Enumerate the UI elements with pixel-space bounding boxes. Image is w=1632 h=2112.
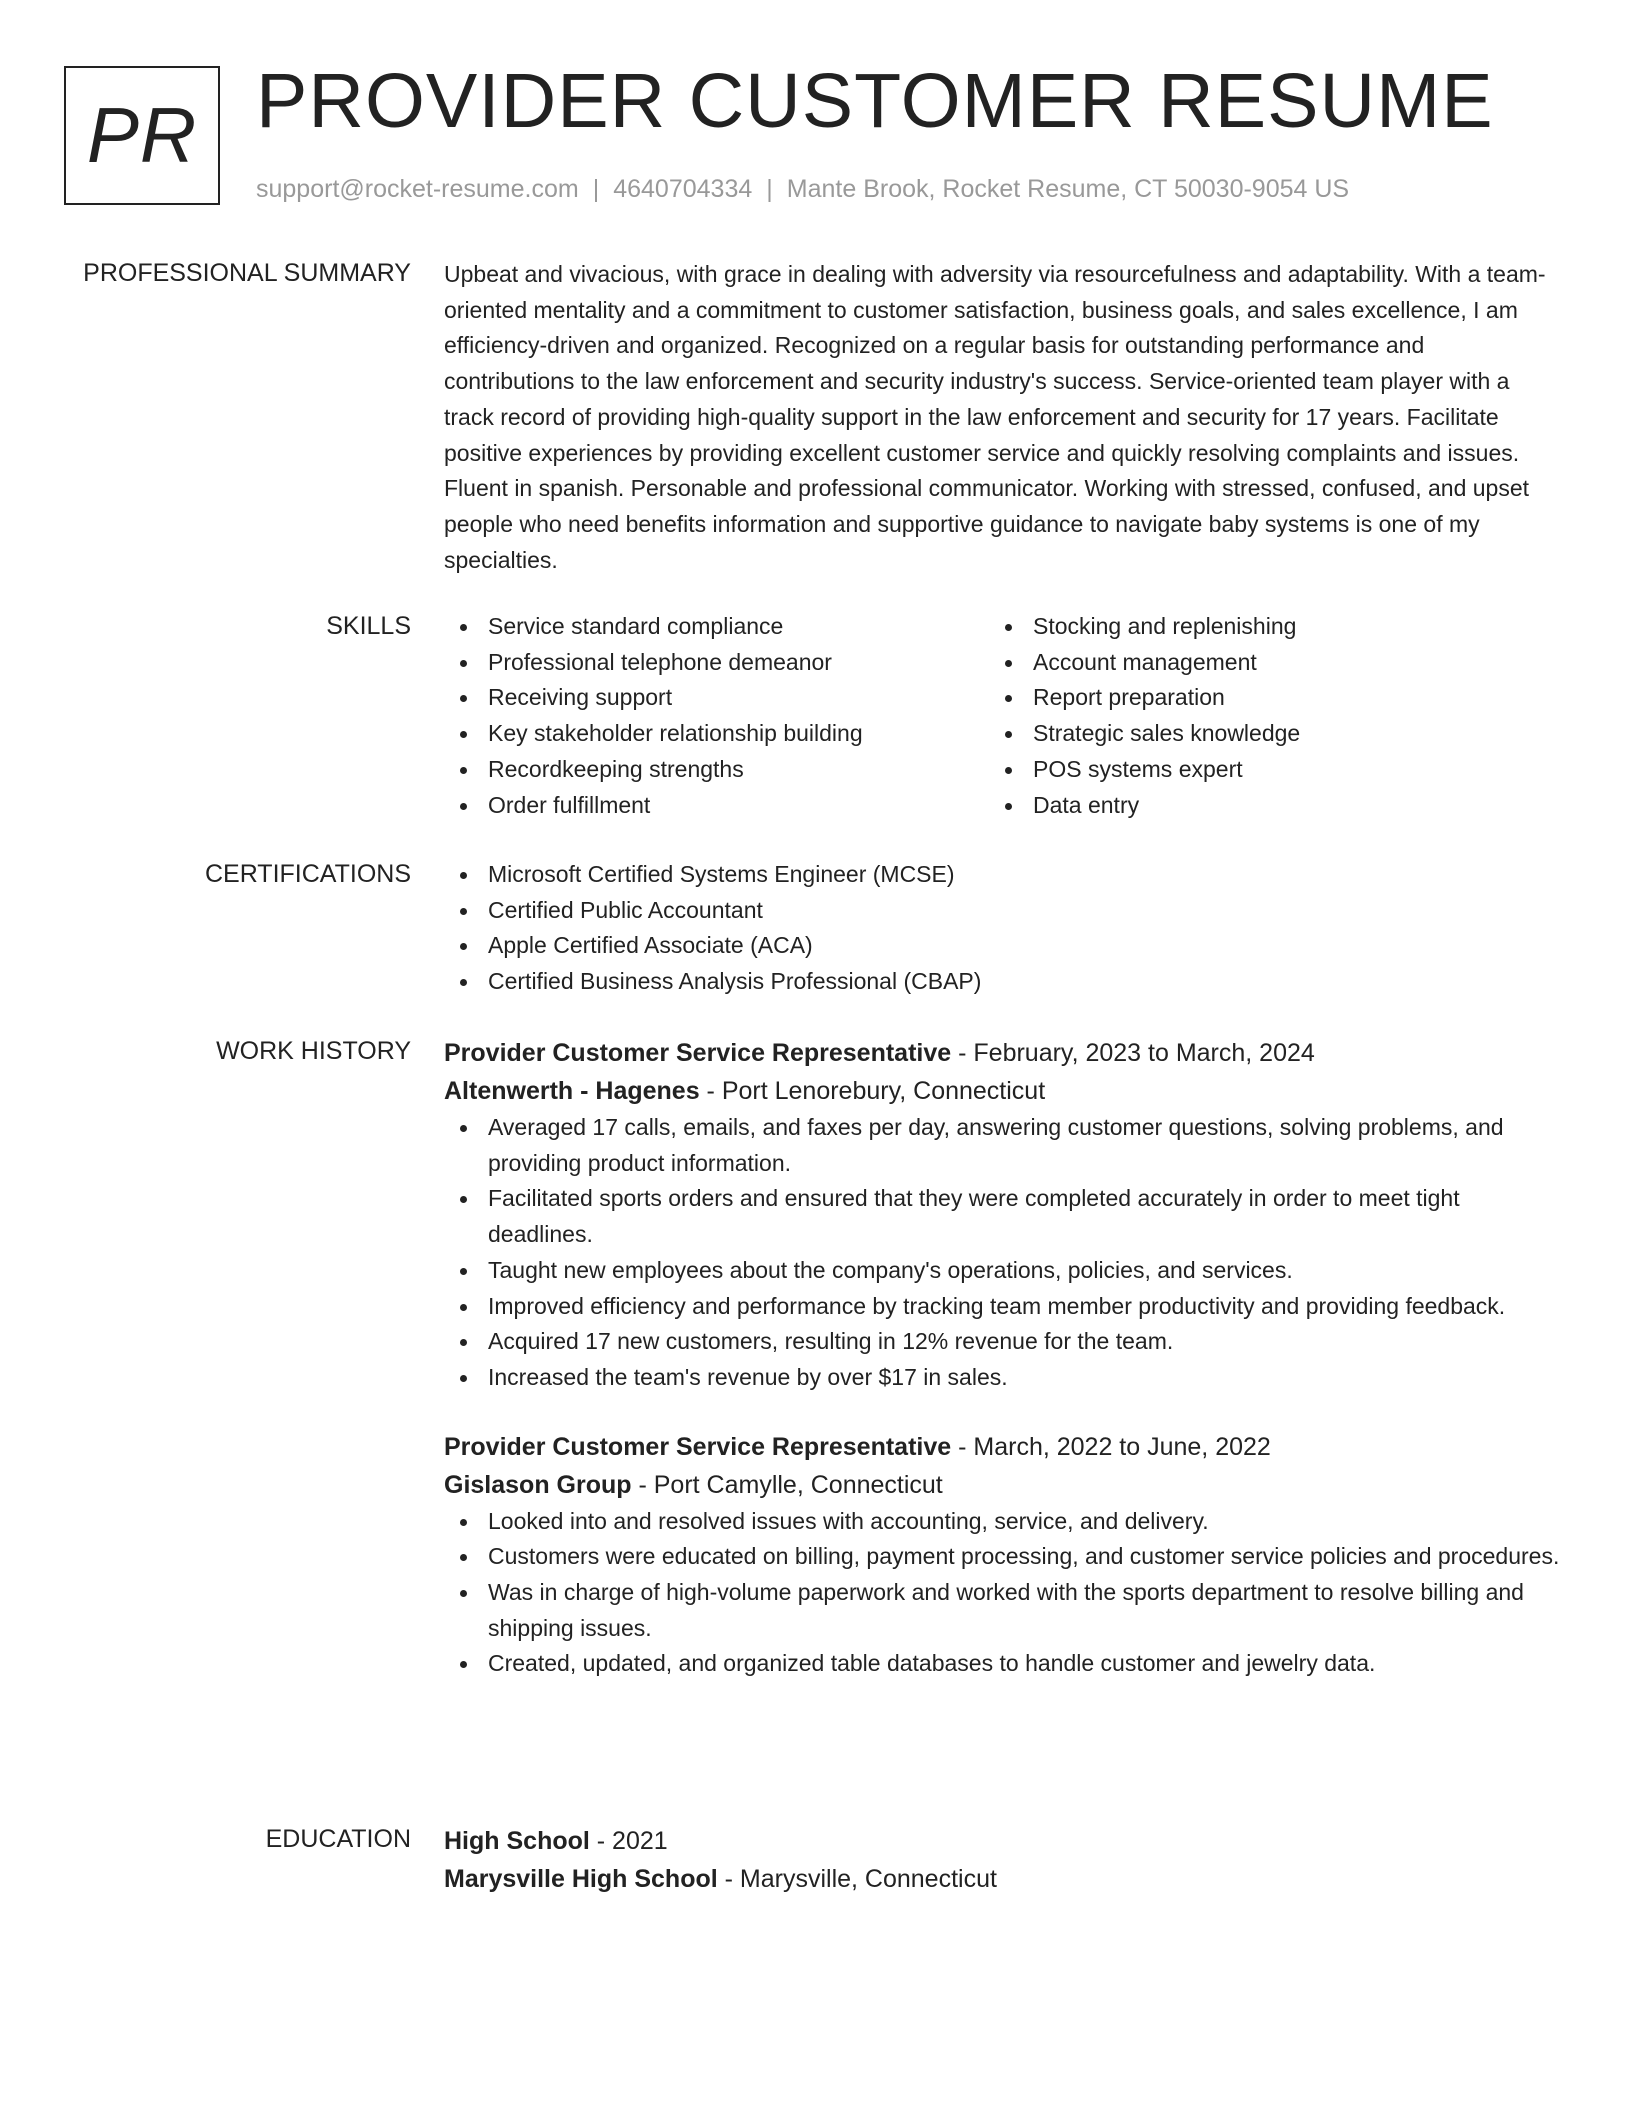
job-bullet: Created, updated, and organized table databases to handle customer and jewelry data. xyxy=(444,1646,1560,1682)
contact-address: Mante Brook, Rocket Resume, CT 50030-9054 US xyxy=(786,175,1350,203)
summary-heading: PROFESSIONAL SUMMARY xyxy=(83,259,411,287)
skill-item: Data entry xyxy=(989,788,1534,824)
job-bullets xyxy=(444,1110,1560,1396)
job-bullet: Increased the team's revenue by over $17 in sales. xyxy=(444,1360,1560,1396)
skill-item: Strategic sales knowledge xyxy=(989,716,1534,752)
skill-item: Recordkeeping strengths xyxy=(444,752,989,788)
monogram-initials: PR xyxy=(86,91,198,179)
contact-separator: | xyxy=(592,175,600,203)
summary-body xyxy=(444,256,1560,578)
job-bullet: Improved efficiency and performance by tracking team member productivity and providing feedback. xyxy=(444,1289,1560,1325)
skills-body xyxy=(444,609,1560,823)
job-location: - Port Lenorebury, Connecticut xyxy=(699,1077,1046,1105)
work-history-heading: WORK HISTORY xyxy=(216,1037,411,1065)
job-company-line xyxy=(444,1072,1560,1110)
job-bullet: Facilitated sports orders and ensured that they were completed accurately in order to meet tight deadlines. xyxy=(444,1181,1560,1252)
job-dates: - March, 2022 to June, 2022 xyxy=(951,1432,1271,1461)
skill-item: Receiving support xyxy=(444,680,989,716)
job-role: Provider Customer Service Representative xyxy=(444,1432,952,1461)
job-title-line xyxy=(444,1034,1560,1072)
job-bullet: Looked into and resolved issues with accounting, service, and delivery. xyxy=(444,1504,1560,1540)
education-school: Marysville High School xyxy=(444,1865,718,1893)
job-bullet: Acquired 17 new customers, resulting in 12% revenue for the team. xyxy=(444,1324,1560,1360)
job-bullet: Averaged 17 calls, emails, and faxes per day, answering customer questions, solving problems, and providing product information. xyxy=(444,1110,1560,1181)
monogram-box xyxy=(64,66,220,205)
job-company-line xyxy=(444,1466,1560,1504)
skill-item: Key stakeholder relationship building xyxy=(444,716,989,752)
contact-separator: | xyxy=(766,175,773,203)
job-bullet: Taught new employees about the company's operations, policies, and services. xyxy=(444,1253,1560,1289)
certifications-heading: CERTIFICATIONS xyxy=(204,860,411,888)
job-entry xyxy=(444,1034,1560,1396)
job-bullet: Customers were educated on billing, payment processing, and customer service policies and procedures. xyxy=(444,1539,1560,1575)
job-dates: - February, 2023 to March, 2024 xyxy=(951,1039,1315,1067)
job-entry xyxy=(444,1428,1560,1683)
skill-item: Report preparation xyxy=(989,680,1534,716)
contact-line xyxy=(256,172,1349,206)
education-heading: EDUCATION xyxy=(265,1825,411,1853)
skills-list-left xyxy=(444,609,989,823)
job-bullets xyxy=(444,1504,1560,1683)
contact-email[interactable]: support@rocket-resume.com xyxy=(256,175,579,203)
skills-heading: SKILLS xyxy=(326,612,411,640)
certification-item: Certified Public Accountant xyxy=(444,893,1560,929)
job-bullet: Was in charge of high-volume paperwork and worked with the sports department to resolve billing and shipping issues. xyxy=(444,1575,1560,1646)
skills-list-right xyxy=(989,609,1534,823)
education-school-line xyxy=(444,1860,1560,1898)
education-location: - Marysville, Connecticut xyxy=(717,1865,997,1893)
job-title-line xyxy=(444,1428,1560,1466)
education-body xyxy=(444,1822,1560,1898)
skill-item: Stocking and replenishing xyxy=(989,609,1534,645)
job-company: Gislason Group xyxy=(444,1470,632,1499)
skills-grid xyxy=(444,609,1560,823)
skill-item: POS systems expert xyxy=(989,752,1534,788)
work-history-body xyxy=(444,1034,1560,1682)
certification-item: Apple Certified Associate (ACA) xyxy=(444,928,1560,964)
skill-item: Order fulfillment xyxy=(444,788,989,824)
summary-text: Upbeat and vivacious, with grace in dealing with adversity via resourcefulness and adaptability. With a team-oriented mentality and a commitment to customer satisfaction, business goals, and sales excellence, I am efficiency-driven and organized. Recognized on a regular basis for outstanding performance and contributions to the law enforcement and security industry's success. Service-oriented team player with a track record of providing high-quality support in the law enforcement and security for 17 years. Facilitate positive experiences by providing excellent customer service and quickly resolving complaints and issues. Fluent in spanish. Personable and professional communicator. Working with stressed, confused, and upset people who need benefits information and supportive guidance to navigate baby systems is one of my specialties. xyxy=(444,261,1546,573)
job-location: - Port Camylle, Connecticut xyxy=(631,1470,943,1499)
resume-title: PROVIDER CUSTOMER RESUME xyxy=(256,58,1494,144)
skill-item: Service standard compliance xyxy=(444,609,989,645)
education-year: - 2021 xyxy=(589,1827,668,1855)
certifications-list xyxy=(444,857,1560,1000)
education-degree-line xyxy=(444,1822,1560,1860)
contact-phone[interactable]: 4640704334 xyxy=(613,175,753,203)
skill-item: Account management xyxy=(989,645,1534,681)
job-company: Altenwerth - Hagenes xyxy=(444,1077,700,1105)
certifications-body xyxy=(444,857,1560,1000)
certification-item: Certified Business Analysis Professional (CBAP) xyxy=(444,964,1560,1000)
education-degree: High School xyxy=(444,1827,590,1855)
job-role: Provider Customer Service Representative xyxy=(444,1039,952,1067)
certification-item: Microsoft Certified Systems Engineer (MCSE) xyxy=(444,857,1560,893)
skill-item: Professional telephone demeanor xyxy=(444,645,989,681)
